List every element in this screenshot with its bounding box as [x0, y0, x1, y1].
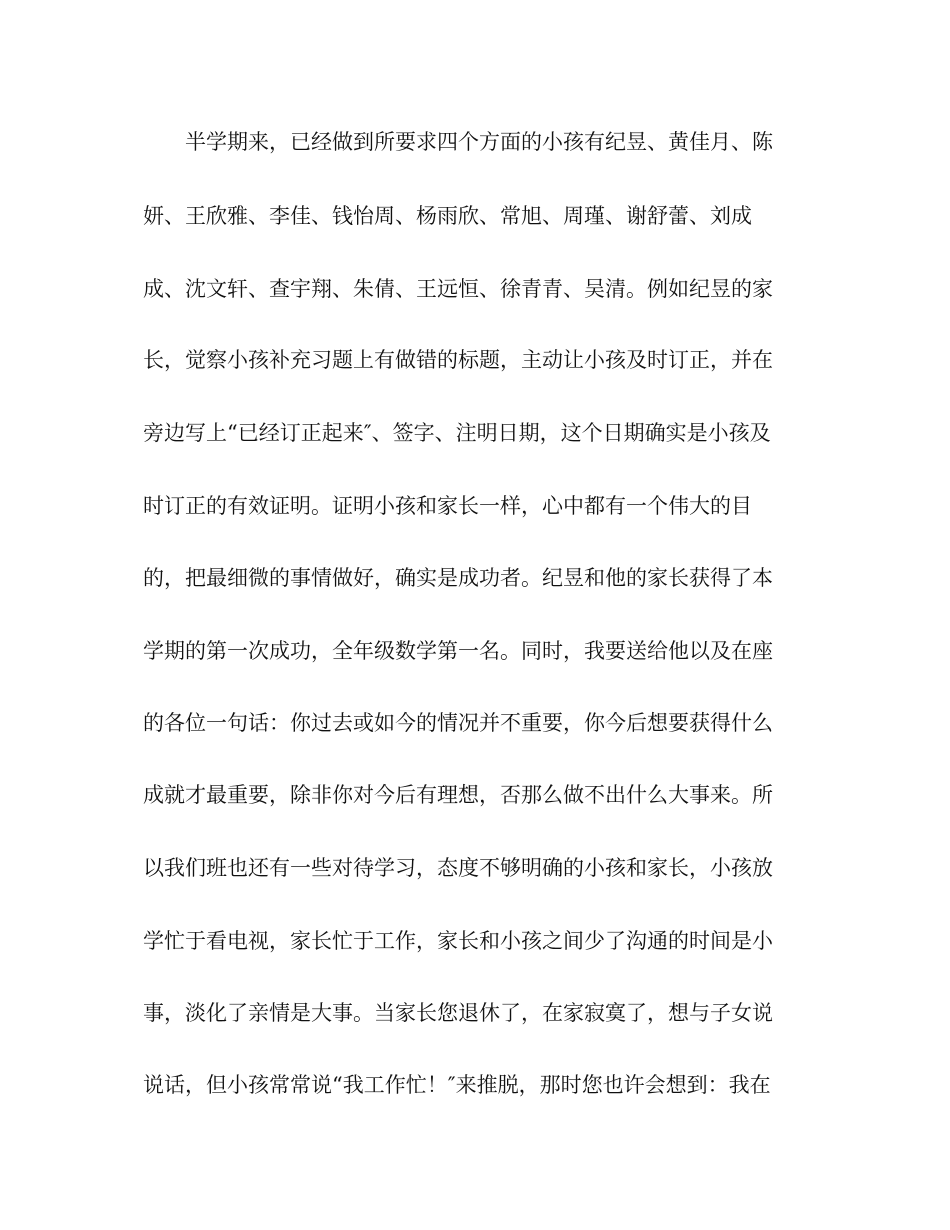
- paragraph-line: 学忙于看电视，家长忙于工作，家长和小孩之间少了沟通的时间是小: [143, 929, 773, 953]
- paragraph-line: 旁边写上“已经订正起来″、签字、注明日期，这个日期确实是小孩及: [143, 421, 771, 445]
- paragraph-line: 长，觉察小孩补充习题上有做错的标题，主动让小孩及时订正，并在: [143, 348, 773, 372]
- paragraph-line: 半学期来，已经做到所要求四个方面的小孩有纪昱、黄佳月、陈: [185, 130, 773, 154]
- paragraph-line: 的各位一句话：你过去或如今的情况并不重要，你今后想要获得什么: [143, 711, 773, 735]
- paragraph-line: 学期的第一次成功，全年级数学第一名。同时，我要送给他以及在座: [143, 639, 773, 663]
- paragraph-line: 成就才最重要，除非你对今后有理想，否那么做不出什么大事来。所: [143, 783, 773, 807]
- paragraph-line: 成、沈文轩、查宇翔、朱倩、王远恒、徐青青、吴清。例如纪昱的家: [143, 277, 773, 301]
- paragraph-line: 事，淡化了亲情是大事。当家长您退休了，在家寂寞了，想与子女说: [143, 1001, 773, 1025]
- paragraph-line: 的，把最细微的事情做好，确实是成功者。纪昱和他的家长获得了本: [143, 566, 773, 590]
- paragraph-line: 以我们班也还有一些对待学习，态度不够明确的小孩和家长，小孩放: [143, 856, 773, 880]
- paragraph-line: 妍、王欣雅、李佳、钱怡周、杨雨欣、常旭、周瑾、谢舒蕾、刘成: [143, 204, 752, 228]
- paragraph-line: 时订正的有效证明。证明小孩和家长一样，心中都有一个伟大的目: [143, 494, 752, 518]
- paragraph-line: 说话，但小孩常常说“我工作忙！″来推脱，那时您也许会想到：我在: [143, 1073, 771, 1097]
